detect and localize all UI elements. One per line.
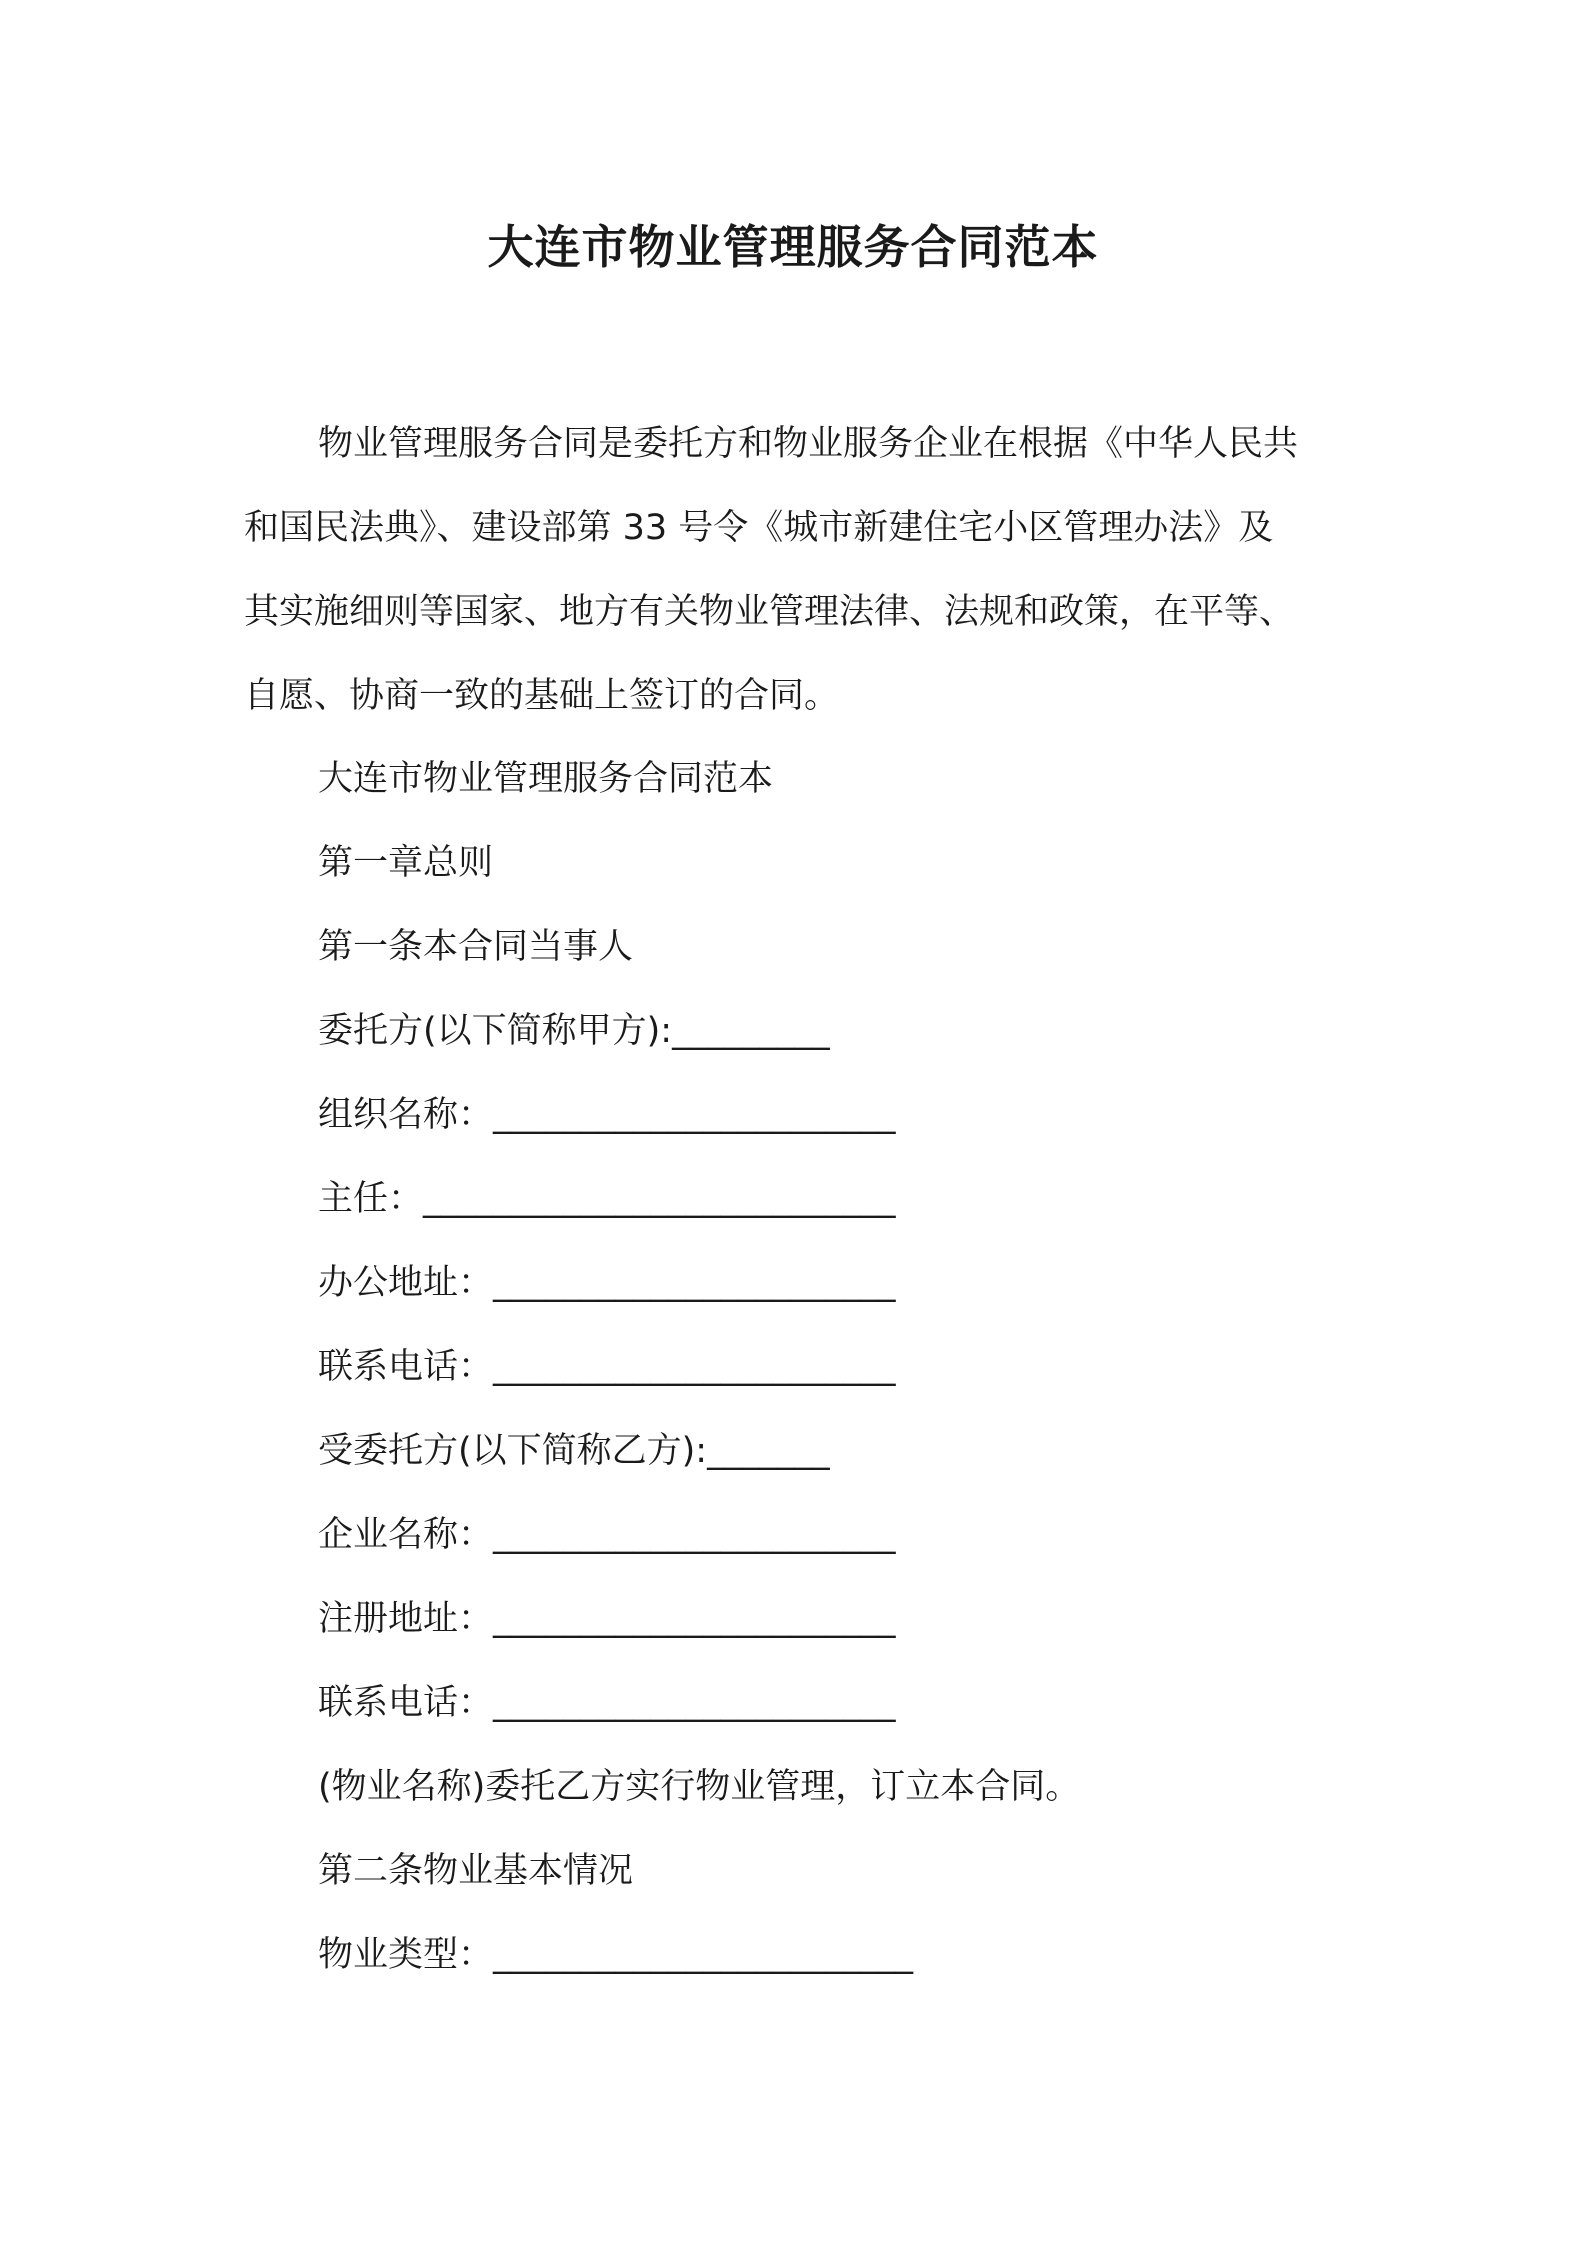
contract-body (318, 737, 1418, 1997)
registered-address-field: 注册地址：_______________________ (318, 1599, 896, 1639)
intro-line: 物业管理服务合同是委托方和物业服务企业在根据《中华人民共 (318, 424, 1299, 464)
chapter-heading: 第一章总则 (318, 843, 494, 883)
article-heading: 第一条本合同当事人 (318, 927, 634, 967)
party-b-field: 受委托方(以下简称乙方):_______ (318, 1431, 830, 1471)
intro-line: 其实施细则等国家、地方有关物业管理法律、法规和政策，在平等、 (244, 592, 1295, 632)
organization-name-field: 组织名称：_______________________ (318, 1095, 896, 1135)
property-type-field: 物业类型：________________________ (318, 1935, 914, 1975)
director-field: 主任：___________________________ (318, 1179, 896, 1219)
party-a-field: 委托方(以下简称甲方):_________ (318, 1011, 830, 1051)
subtitle-line: 大连市物业管理服务合同范本 (318, 759, 774, 799)
company-name-field: 企业名称：_______________________ (318, 1515, 896, 1555)
office-address-field: 办公地址：_______________________ (318, 1263, 896, 1303)
intro-line: 自愿、协商一致的基础上签订的合同。 (244, 676, 840, 716)
entrustment-clause: (物业名称)委托乙方实行物业管理，订立本合同。 (318, 1767, 1081, 1807)
party-b-phone-field: 联系电话：_______________________ (318, 1683, 896, 1723)
intro-paragraph (244, 402, 1360, 738)
intro-line: 和国民法典》、建设部第 33 号令《城市新建住宅小区管理办法》及 (244, 508, 1274, 548)
article-heading: 第二条物业基本情况 (318, 1851, 634, 1891)
party-a-phone-field: 联系电话：_______________________ (318, 1347, 896, 1387)
document-title: 大连市物业管理服务合同范本 (487, 220, 1099, 274)
